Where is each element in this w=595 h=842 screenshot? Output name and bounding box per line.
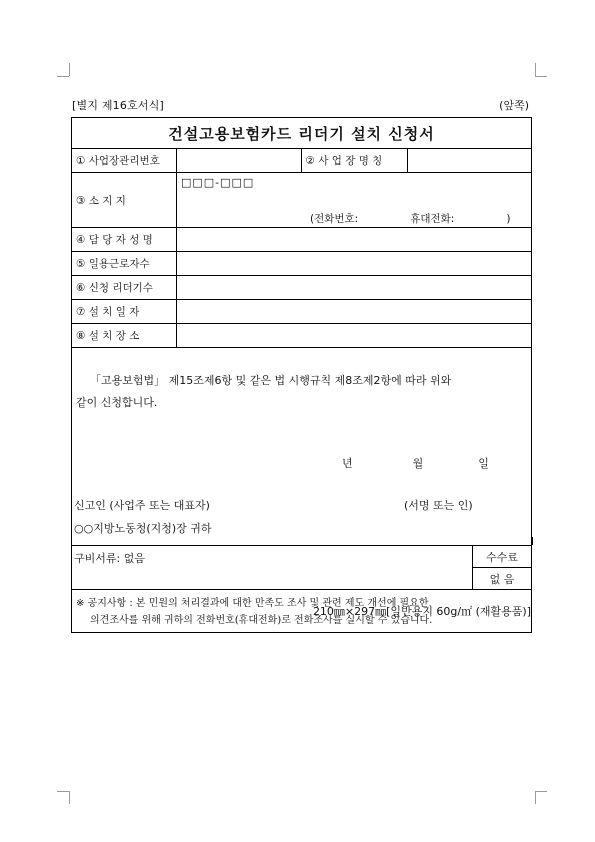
notice-line-1: ※ 공지사항 : 본 민원의 처리결과에 대한 만족도 조사 및 관련 제도 개선에 필요한 bbox=[76, 598, 429, 609]
form-title: 건설고용보험카드 리더기 설치 신청서 bbox=[72, 118, 531, 149]
mobile-label: 휴대전화: bbox=[410, 213, 455, 225]
install-place-field[interactable] bbox=[177, 324, 531, 347]
daily-workers-row bbox=[72, 252, 531, 276]
signature-label[interactable]: (서명 또는 인) bbox=[404, 499, 473, 512]
addressee-label: ○○지방노동청(지청)장 귀하 bbox=[74, 522, 212, 535]
install-date-label: ⑦ 설 치 일 자 bbox=[72, 300, 177, 323]
manager-row bbox=[72, 228, 531, 252]
date-line[interactable] bbox=[342, 455, 489, 471]
install-place-label: ⑧ 설 치 장 소 bbox=[72, 324, 177, 347]
location-label: ③ 소 지 지 bbox=[72, 173, 177, 227]
crop-mark-bottom-left bbox=[57, 791, 69, 792]
statement-line-2: 같이 신청합니다. bbox=[76, 396, 158, 409]
crop-mark-bottom-left bbox=[69, 791, 70, 804]
applicant-label: 신고인 (사업주 또는 대표자) bbox=[74, 499, 210, 512]
mgmt-no-label: ① 사업장관리번호 bbox=[72, 149, 177, 172]
manager-label: ④ 담 당 자 성 명 bbox=[72, 228, 177, 251]
fee-value: 없 음 bbox=[489, 572, 515, 586]
site-name-label: ② 사 업 장 명 칭 bbox=[301, 149, 408, 172]
day-label: 일 bbox=[478, 457, 489, 470]
install-place-row bbox=[72, 324, 531, 348]
location-row bbox=[72, 173, 531, 228]
mgmt-site-row bbox=[72, 149, 531, 173]
daily-workers-label: ⑤ 일용근로자수 bbox=[72, 252, 177, 275]
crop-mark-top-left bbox=[69, 63, 70, 76]
site-name-field[interactable] bbox=[408, 149, 532, 172]
fee-label: 수수료 bbox=[473, 546, 531, 568]
required-docs: 구비서류: 없음 bbox=[72, 546, 473, 589]
notice-line-2: 의견조사를 위해 귀하의 전화번호(휴대전화)로 전화조사를 실시할 수 있습니다. bbox=[90, 615, 433, 626]
crop-mark-bottom-right bbox=[535, 791, 536, 804]
docs-fee-row bbox=[72, 546, 531, 590]
crop-mark-top-left bbox=[57, 76, 69, 77]
phone-close: ) bbox=[506, 213, 511, 225]
reader-count-label: ⑥ 신청 리더기수 bbox=[72, 276, 177, 299]
postal-code-boxes[interactable]: □□□-□□□ bbox=[181, 176, 255, 189]
reader-count-row bbox=[72, 276, 531, 300]
form-number: [별지 제16호서식] bbox=[72, 99, 165, 112]
phone-label: (전화번호: bbox=[310, 213, 359, 225]
daily-workers-field[interactable] bbox=[177, 252, 531, 275]
install-date-field[interactable] bbox=[177, 300, 531, 323]
page-side-label: (앞쪽) bbox=[499, 99, 529, 112]
install-date-row bbox=[72, 300, 531, 324]
statement-text bbox=[76, 370, 528, 414]
application-form bbox=[71, 117, 532, 633]
crop-mark-top-right bbox=[535, 63, 536, 76]
paper-spec: 210㎜×297㎜[일반용지 60g/㎡ (재활용품)] bbox=[312, 605, 531, 618]
mgmt-no-field[interactable] bbox=[177, 149, 301, 172]
crop-mark-top-right bbox=[535, 76, 547, 77]
reader-count-field[interactable] bbox=[177, 276, 531, 299]
year-label: 년 bbox=[342, 457, 353, 470]
statement-line-1: 「고용보험법」 제15조제6항 및 같은 법 시행규칙 제8조제2항에 따라 위와 bbox=[90, 374, 452, 387]
manager-field[interactable] bbox=[177, 228, 531, 251]
margin-mark bbox=[532, 537, 533, 545]
fee-box bbox=[473, 546, 531, 589]
statement-section bbox=[72, 348, 531, 546]
month-label: 월 bbox=[412, 457, 424, 470]
phone-line bbox=[310, 211, 510, 226]
crop-mark-bottom-right bbox=[535, 791, 547, 792]
location-field[interactable] bbox=[177, 173, 531, 227]
